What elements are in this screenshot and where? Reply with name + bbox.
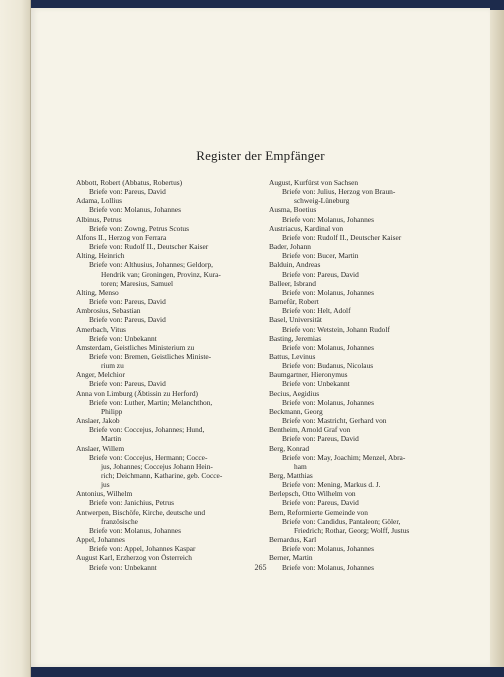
index-entry-senders: Briefe von: Appel, Johannes Kaspar xyxy=(89,544,196,554)
index-column-right xyxy=(269,178,461,572)
index-entry-heading: Berg, Matthias xyxy=(269,471,313,480)
page-title: Register der Empfänger xyxy=(196,148,325,163)
index-entry-senders: Briefe von: Pareus, David xyxy=(89,297,166,307)
index-entry-senders: Briefe von: May, Joachim; Menzel, Abra- xyxy=(282,452,406,462)
index-entry-senders: Briefe von: Helt, Adolf xyxy=(282,306,351,316)
index-entry-senders: Briefe von: Pareus, David xyxy=(282,434,359,444)
index-column-left xyxy=(76,178,268,572)
index-entry-heading: Alting, Menso xyxy=(76,287,119,297)
index-entry-heading: Bader, Johann xyxy=(269,242,311,252)
index-entry-heading: Becius, Aegidius xyxy=(269,388,320,398)
index-entry-heading: Bern, Reformierte Gemeinde von xyxy=(269,507,368,517)
index-entry-senders: Martin xyxy=(101,434,122,444)
index-entry-senders: Briefe von: Bremen, Geistliches Ministe- xyxy=(89,351,212,361)
index-entry-heading: Battus, Levinus xyxy=(269,351,316,361)
index-entry-heading: Basel, Universität xyxy=(269,315,322,325)
index-entry-senders: jus, Johannes; Coccejus Johann Hein- xyxy=(101,461,213,471)
book-page xyxy=(31,8,490,667)
index-entry-senders: Briefe von: Rudolf II., Deutscher Kaiser xyxy=(89,242,209,252)
index-entry-senders: Briefe von: Molanus, Johannes xyxy=(89,525,181,535)
index-entry-senders: Briefe von: Mastricht, Gerhard von xyxy=(282,416,387,426)
index-entry-senders: Briefe von: Rudolf II., Deutscher Kaiser xyxy=(282,232,402,242)
index-entry-senders: französische xyxy=(101,516,138,526)
index-entry-heading: Bernardus, Karl xyxy=(269,535,317,545)
index-entry-heading: Barnefür, Robert xyxy=(269,297,319,307)
index-entry-senders: Briefe von: Althusius, Johannes; Geldorp, xyxy=(89,260,213,270)
index-entry-senders: Briefe von: Unbekannt xyxy=(282,379,350,389)
index-entry-heading: Bentheim, Arnold Graf von xyxy=(269,425,351,435)
index-entry-heading: Antwerpen, Bischöfe, Kirche, deutsche und xyxy=(76,507,206,517)
index-entry-senders: rium zu xyxy=(101,361,124,371)
index-entry-senders: Briefe von: Pareus, David xyxy=(89,187,166,197)
left-page-edge xyxy=(0,0,31,677)
index-entry-senders: Briefe von: Coccejus, Johannes; Hund, xyxy=(89,425,205,435)
index-entry-heading: Baumgartner, Hieronymus xyxy=(269,370,348,380)
index-entry-heading: Ambrosius, Sebastian xyxy=(76,306,141,316)
index-entry-heading: Anslaer, Willem xyxy=(76,443,125,453)
index-entry-senders: ham xyxy=(294,461,307,471)
index-entry-senders: Briefe von: Molanus, Johannes xyxy=(282,342,374,352)
index-entry-senders: Briefe von: Luther, Martin; Melanchthon, xyxy=(89,397,213,407)
index-entry-senders: Friedrich; Rothar, Georg; Wolff, Justus xyxy=(294,525,410,535)
index-entry-senders: Briefe von: Coccejus, Hermann; Cocce- xyxy=(89,452,208,462)
index-entry-heading: Balleer, Isbrand xyxy=(269,278,316,288)
index-entry-senders: Hendrik van; Groningen, Provinz, Kura- xyxy=(101,269,221,279)
index-entry-senders: Briefe von: Molanus, Johannes xyxy=(282,397,374,407)
index-entry-senders: Briefe von: Molanus, Johannes xyxy=(282,287,374,297)
index-entry-senders: Briefe von: Pareus, David xyxy=(89,315,166,325)
index-entry-heading: Anna von Limburg (Äbtissin zu Herford) xyxy=(76,388,198,398)
index-entry-heading: Berner, Martin xyxy=(269,553,313,563)
index-entry-senders: Briefe von: Unbekannt xyxy=(89,562,157,572)
index-entry-heading: Amerbach, Vitus xyxy=(76,324,126,334)
index-entry-senders: Briefe von: Candidus, Pantaleon; Göler, xyxy=(282,516,401,526)
index-entry-heading: Alfons II., Herzog von Ferrara xyxy=(76,232,167,242)
index-entry-senders: Briefe von: Molanus, Johannes xyxy=(282,214,374,224)
index-entry-senders: Briefe von: Budanus, Nicolaus xyxy=(282,361,374,371)
index-entry-senders: Briefe von: Molanus, Johannes xyxy=(282,562,374,572)
index-entry-senders: Briefe von: Pareus, David xyxy=(282,269,359,279)
index-entry-senders: toren; Maresius, Samuel xyxy=(101,278,174,288)
index-entry-senders: Briefe von: Bucer, Martin xyxy=(282,251,359,261)
index-entry-heading: Albinus, Petrus xyxy=(76,214,122,224)
index-entry-heading: Berlepsch, Otto Wilhelm von xyxy=(269,489,356,499)
index-entry-senders: Briefe von: Pareus, David xyxy=(282,498,359,508)
index-entry-heading: Ausma, Boetius xyxy=(269,205,317,215)
index-entry-heading: Anger, Melchior xyxy=(76,370,125,380)
right-page-edge xyxy=(490,10,504,667)
index-entry-heading: Balduin, Andreas xyxy=(269,260,321,270)
index-entry-senders: Briefe von: Wetstein, Johann Rudolf xyxy=(282,324,390,334)
index-entry-senders: Briefe von: Pareus, David xyxy=(89,379,166,389)
index-entry-senders: rich; Deichmann, Katharine, geb. Cocce- xyxy=(101,471,223,480)
index-entry-heading: Adama, Lollius xyxy=(76,196,122,206)
index-entry-senders: Briefe von: Unbekannt xyxy=(89,333,157,343)
index-entry-heading: August Karl, Erzherzog von Österreich xyxy=(76,553,192,563)
index-entry-senders: Briefe von: Mening, Markus d. J. xyxy=(282,480,381,490)
index-entry-heading: Abbott, Robert (Abbatus, Robertus) xyxy=(76,178,183,187)
index-entry-senders: schweig-Lüneburg xyxy=(294,196,350,206)
index-entry-senders: Briefe von: Julius, Herzog von Braun- xyxy=(282,187,396,197)
index-entry-heading: Anslaer, Jakob xyxy=(76,416,120,426)
index-entry-heading: Amsterdam, Geistliches Ministerium zu xyxy=(76,342,195,352)
index-entry-senders: Briefe von: Zowng, Petrus Scotus xyxy=(89,223,189,233)
index-entry-heading: Appel, Johannes xyxy=(76,535,125,545)
index-entry-heading: Beckmann, Georg xyxy=(269,406,323,416)
index-entry-heading: Alting, Heinrich xyxy=(76,251,125,261)
index-entry-senders: jus xyxy=(101,480,110,490)
index-entry-heading: Berg, Konrad xyxy=(269,443,310,453)
index-entry-heading: Antonius, Wilhelm xyxy=(76,489,133,499)
index-entry-heading: August, Kurfürst von Sachsen xyxy=(269,178,359,187)
index-entry-senders: Briefe von: Molanus, Johannes xyxy=(282,544,374,554)
index-entry-senders: Philipp xyxy=(101,406,123,416)
index-entry-senders: Briefe von: Molanus, Johannes xyxy=(89,205,181,215)
index-entry-heading: Austriacus, Kardinal von xyxy=(269,223,344,233)
page-number: 265 xyxy=(254,563,267,572)
index-entry-senders: Briefe von: Janichius, Petrus xyxy=(89,498,174,508)
index-entry-heading: Basting, Jeremias xyxy=(269,333,322,343)
